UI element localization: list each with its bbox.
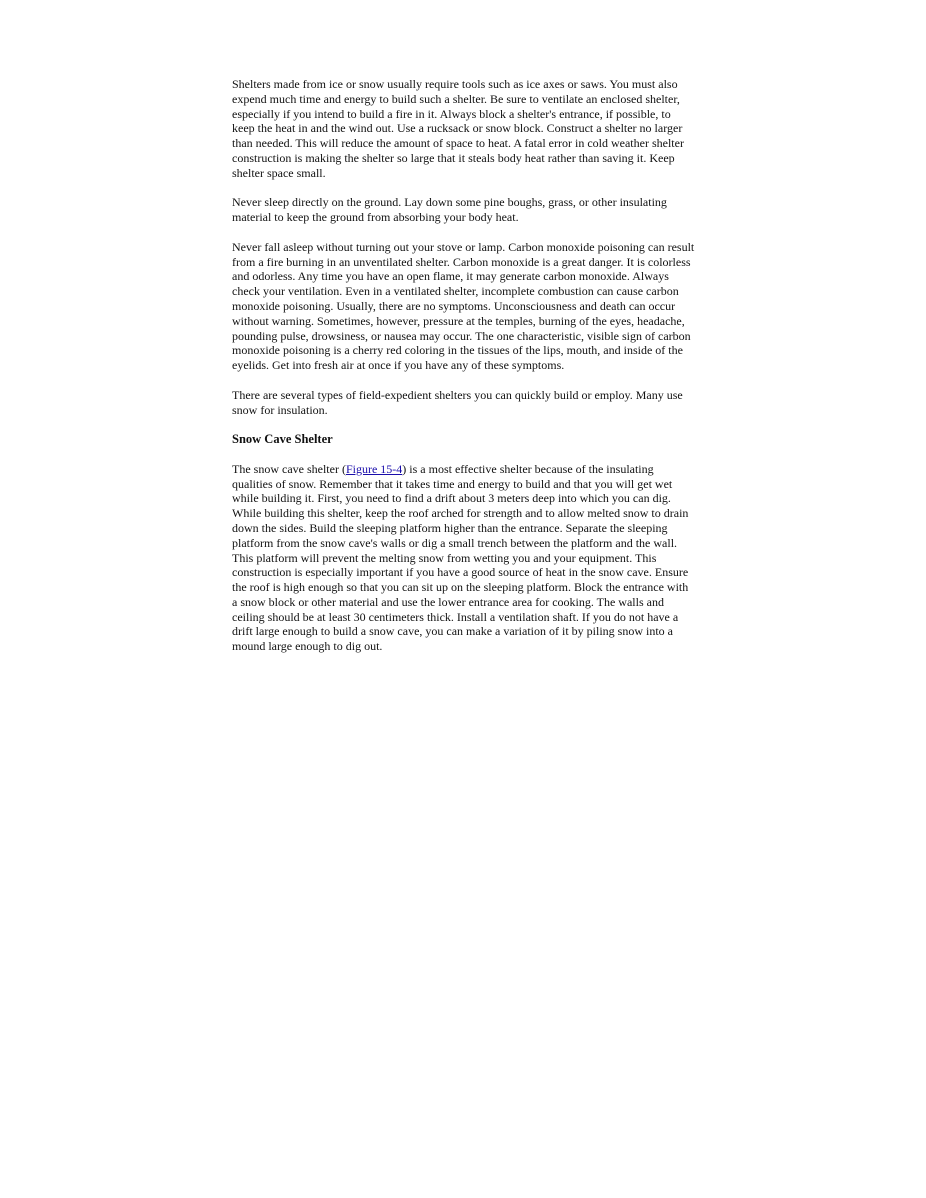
paragraph-shelter-types: There are several types of field-expedient shelters you can quickly build or employ. Many use snow for insulation.	[232, 387, 683, 417]
document-body	[232, 77, 696, 669]
paragraph-ground-insulation: Never sleep directly on the ground. Lay down some pine boughs, grass, or other insulating material to keep the ground from absorbing your body heat.	[232, 195, 667, 225]
paragraph-snow-cave	[232, 462, 696, 654]
paragraph-ice-snow-shelters: Shelters made from ice or snow usually require tools such as ice axes or saws. You must also expend much time and energy to build such a shelter. Be sure to ventilate an enclosed shelter, especially if you intend to build a fire in it. Always block a shelter's entrance, if possible, to keep the heat in and the wind out. Use a rucksack or snow block. Construct a shelter no larger than needed. This will reduce the amount of space to heat. A fatal error in cold weather shelter construction is making the shelter so large that it steals body heat rather than saving it. Keep shelter space small.	[232, 77, 684, 180]
section-heading-snow-cave: Snow Cave Shelter	[232, 432, 333, 447]
figure-15-4-link[interactable]: Figure 15-4	[345, 461, 403, 476]
snow-cave-text-start: The snow cave shelter (	[232, 461, 346, 476]
snow-cave-text-rest: ) is a most effective shelter because of the insulating qualities of snow. Remember that it takes time and energy to build and that you will get wet while building it. First, you need to find a drift about 3 meters deep into which you can dig. While building this shelter, keep the roof arched for strength and to allow melted snow to drain down the sides. Build the sleeping platform higher than the entrance. Separate the sleeping platform from the snow cave's walls or dig a small trench between the platform and the wall. This platform will prevent the melting snow from wetting you and your equipment. This construction is especially important if you have a good source of heat in the snow cave. Ensure the roof is high enough so that you can sit up on the sleeping platform. Block the entrance with a snow block or other material and use the lower entrance area for cooking. The walls and ceiling should be at least 30 centimeters thick. Install a ventilation shaft. If you do not have a drift large enough to build a snow cave, you can make a variation of it by piling snow into a mound large enough to dig out.	[232, 461, 689, 654]
paragraph-carbon-monoxide: Never fall asleep without turning out your stove or lamp. Carbon monoxide poisoning can result from a fire burning in an unventilated shelter. Carbon monoxide is a great danger. It is colorless and odorless. Any time you have an open flame, it may generate carbon monoxide. Always check your ventilation. Even in a ventilated shelter, incomplete combustion can cause carbon monoxide poisoning. Usually, there are no symptoms. Unconsciousness and death can occur without warning. Sometimes, however, pressure at the temples, burning of the eyes, headache, pounding pulse, drowsiness, or nausea may occur. The one characteristic, visible sign of carbon monoxide poisoning is a cherry red coloring in the tissues of the lips, mouth, and inside of the eyelids. Get into fresh air at once if you have any of these symptoms.	[232, 239, 695, 373]
